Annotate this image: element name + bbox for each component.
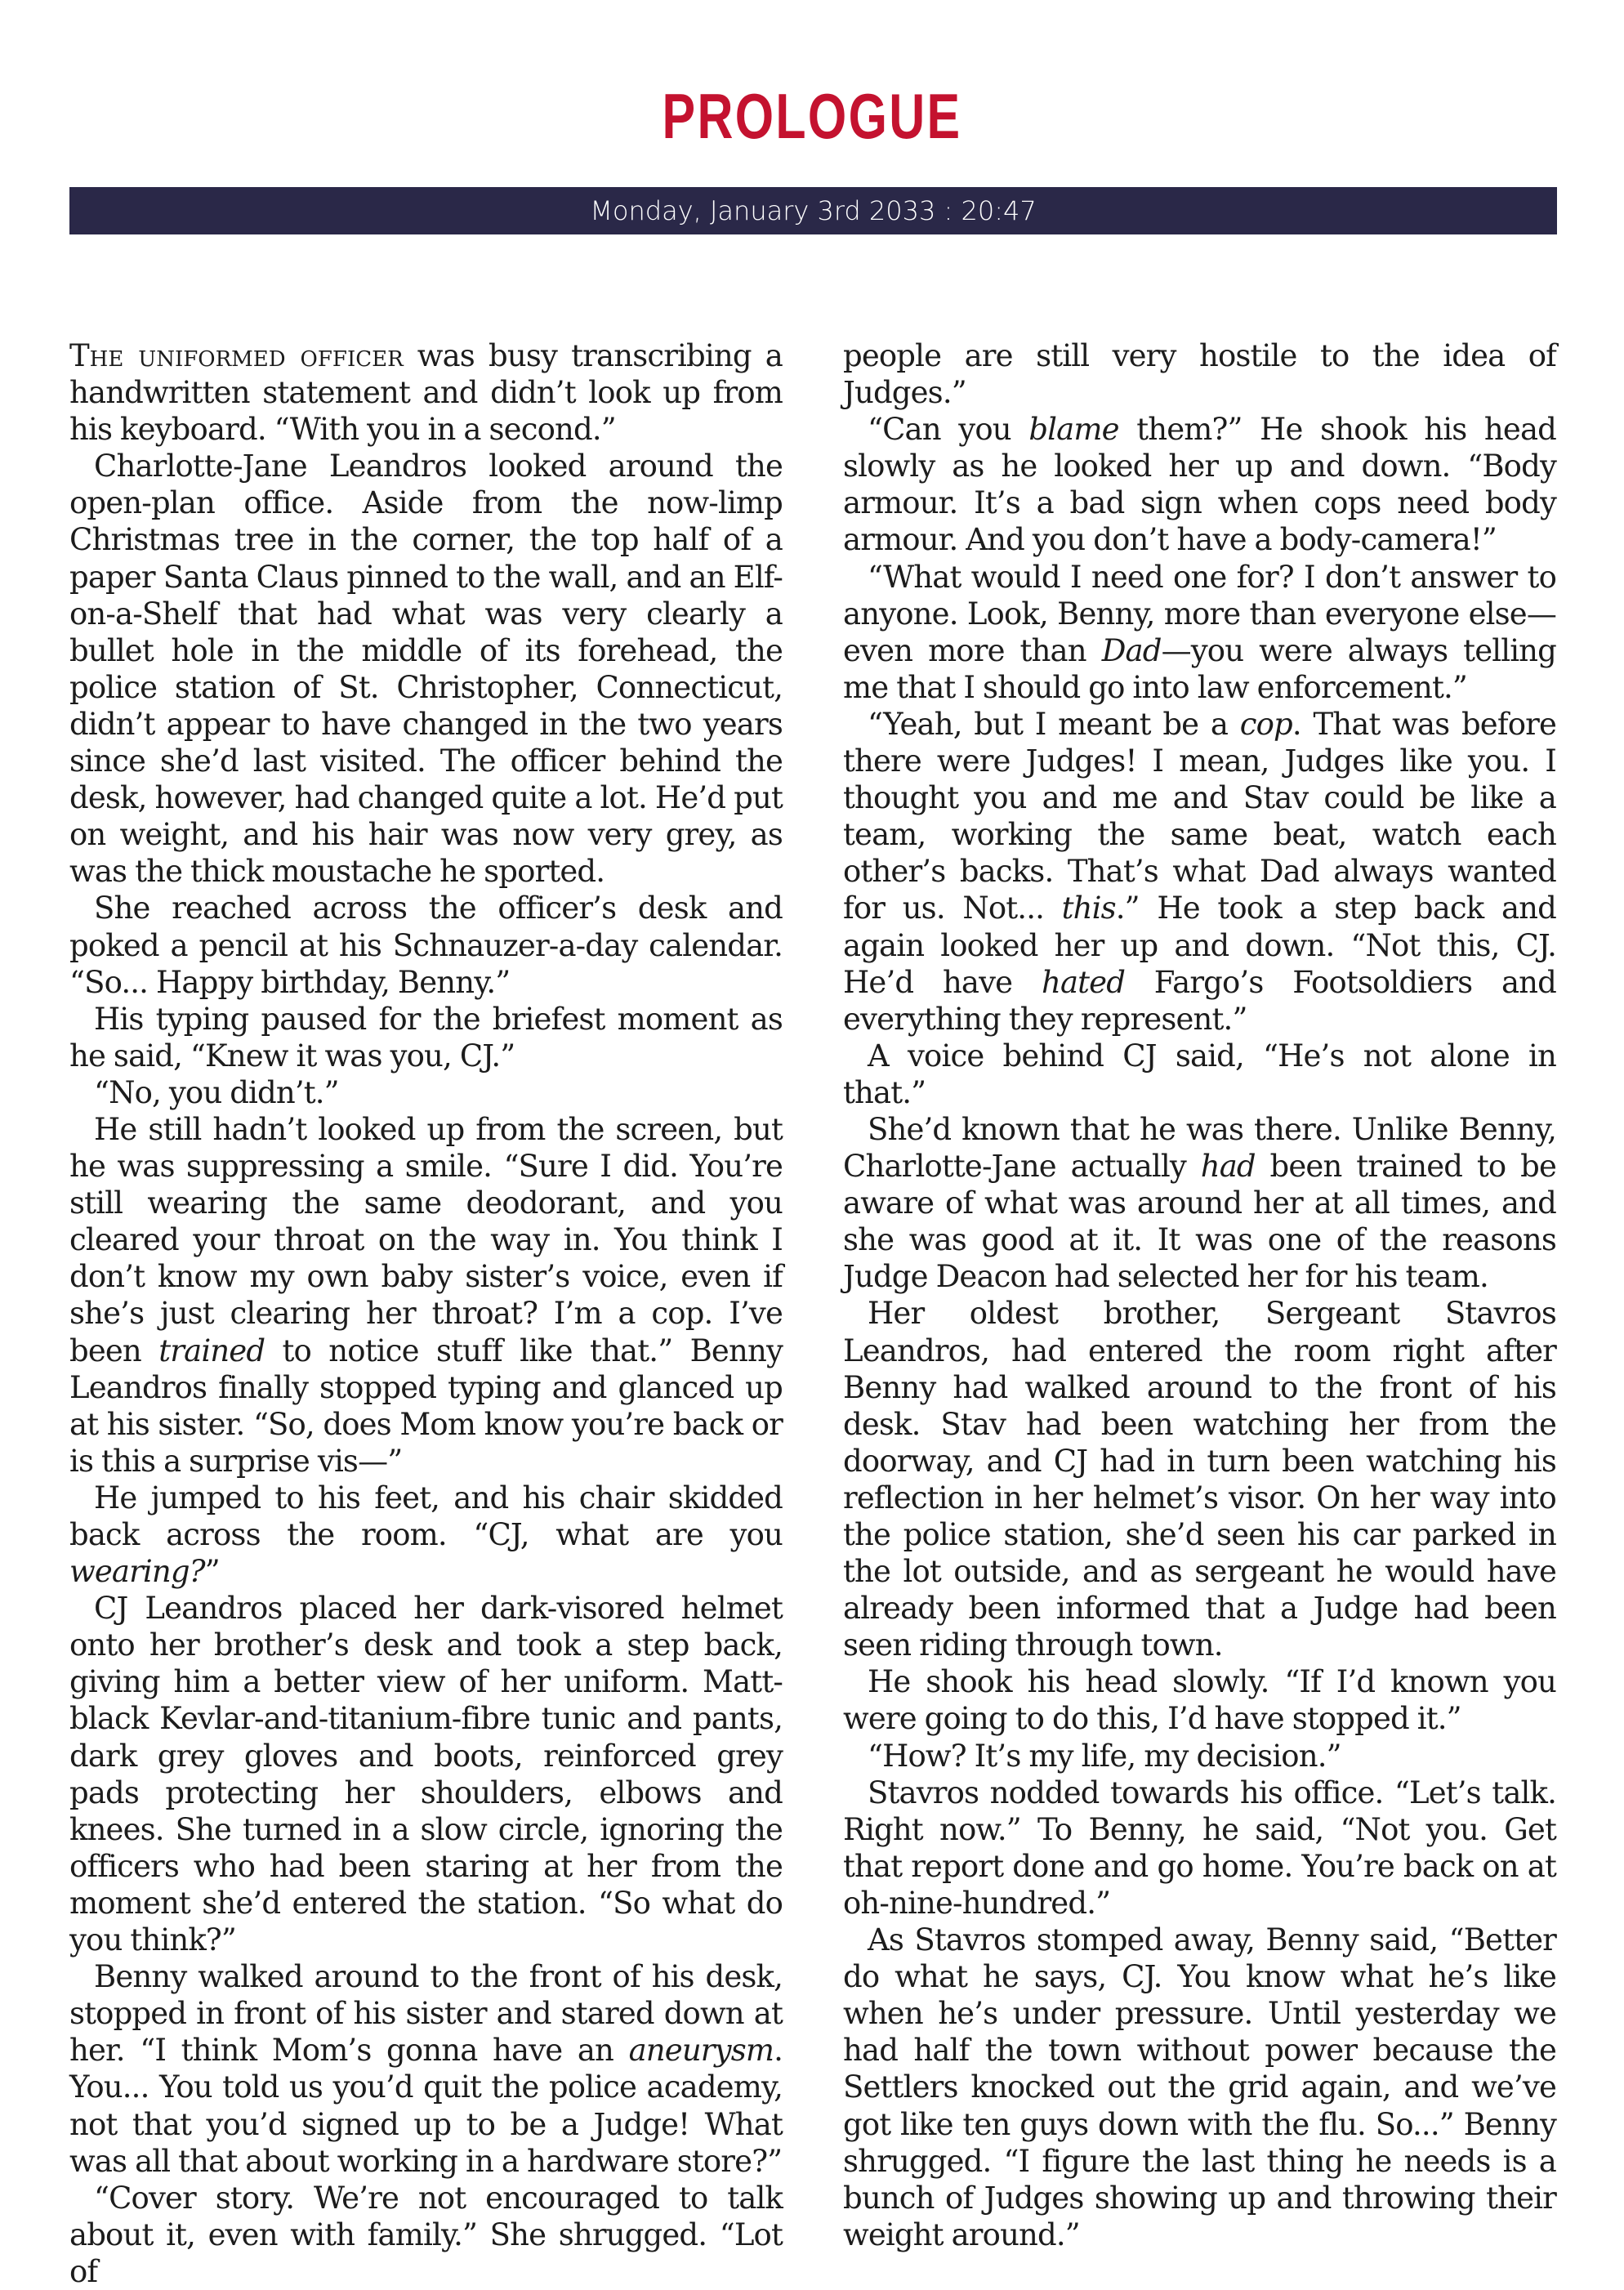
left-column [69,337,783,2290]
paragraph-13: “Yeah, but I meant be a cop. That was before there were Judges! I mean, Judges like you. I thought you and me and Stav could be like a team, working the same beat, watch each other’s backs. That’s what Dad always wanted for us. Not... this.” He took a step back and again looked her up and down. “Not this, CJ. He’d have hated Fargo’s Footsoldiers and everything they represent.” [843,706,1556,1037]
paragraph-7: He jumped to his feet, and his chair skidded back across the room. “CJ, what are you wearing?” [69,1480,783,1590]
paragraph-9: Benny walked around to the front of his desk, stopped in front of his sister and stared down at her. “I think Mom’s gonna have an aneurysm. You... You told us you’d quit the police academy, not that you’d signed up to be a Judge! What was all that about working in a hardware store?” [69,1959,783,2179]
paragraph-1: The uniformed officer was busy transcribing a handwritten statement and didn’t look up from his keyboard. “With you in a second.” [69,338,783,448]
paragraph-18: “How? It’s my life, my decision.” [868,1738,1341,1774]
paragraph-6: He still hadn’t looked up from the screen, but he was suppressing a smile. “Sure I did. You’re still wearing the same deodorant, and you cleared your throat on the way in. You think I don’t know my own baby sister’s voice, even if she’s just clearing her throat? I’m a cop. I’ve been trained to notice stuff like that.” Benny Leandros finally stopped typing and glanced up at his sister. “So, does Mom know you’re back or is this a surprise vis—” [69,1111,783,1479]
paragraph-5: “No, you didn’t.” [94,1074,339,1110]
paragraph-10: “Cover story. We’re not encouraged to talk about it, even with family.” She shrugged. “Lot of [69,2180,783,2289]
paragraph-20: As Stavros stomped away, Benny said, “Better do what he says, CJ. You know what he’s like when he’s under pressure. Until yesterday we had half the town without power because the Settlers knocked out the grid again, and we’ve got like ten guys down with the flu. So...” Benny shrugged. “I figure the last thing he needs is a bunch of Judges showing up and throwing their weight around.” [843,1922,1556,2252]
paragraph-4: His typing paused for the briefest moment as he said, “Knew it was you, CJ.” [69,1001,783,1074]
paragraph-3: She reached across the officer’s desk and poked a pencil at his Schnauzer-a-day calendar. “So... Happy birthday, Benny.” [69,891,783,1000]
paragraph-17: He shook his head slowly. “If I’d known you were going to do this, I’d have stopped it.” [843,1664,1556,1737]
paragraph-19: Stavros nodded towards his office. “Let’s talk. Right now.” To Benny, he said, “Not you. Get that report done and go home. You’re back on at oh-nine-hundred.” [843,1774,1556,1921]
paragraph-continued: people are still very hostile to the idea of Judges.” [843,338,1556,411]
paragraph-11: “Can you blame them?” He shook his head slowly as he looked her up and down. “Body armour. It’s a bad sign when cops need body armour. And you don’t have a body-camera!” [843,412,1557,558]
paragraph-2: Charlotte-Jane Leandros looked around the open-plan office. Aside from the now-limp Christmas tree in the corner, the top half of a paper Santa Claus pinned to the wall, and an Elf-on-a-Shelf that had what was very clearly a bullet hole in the middle of its forehead, the police station of St. Christopher, Connecticut, didn’t appear to have changed in the two years since she’d last visited. The officer behind the desk, however, had changed quite a lot. He’d put on weight, and his hair was now very grey, as was the thick moustache he sported. [69,449,783,890]
paragraph-8: CJ Leandros placed her dark-visored helmet onto her brother’s desk and took a step back, giving him a better view of her uniform. Matt-black Kevlar-and-titanium-fibre tunic and pants, dark grey gloves and boots, reinforced grey pads protecting her shoulders, elbows and knees. She turned in a slow circle, ignoring the officers who had been staring at her from the moment she’d entered the station. “So what do you think?” [69,1591,783,1958]
right-column [843,337,1556,2253]
paragraph-16: Her oldest brother, Sergeant Stavros Leandros, had entered the room right after Benny had walked around to the front of his desk. Stav had been watching her from the doorway, and CJ had in turn been watching his reflection in her helmet’s visor. On her way into the police station, she’d seen his car parked in the lot outside, and as sergeant he would have already been informed that a Judge had been seen riding through town. [843,1296,1556,1663]
chapter-title: PROLOGUE [662,80,962,152]
drop-lead: The uniformed officer [69,338,404,373]
dateline-banner: Monday, January 3rd 2033 : 20:47 [69,187,1557,234]
paragraph-15: She’d known that he was there. Unlike Benny, Charlotte-Jane actually had been trained to be aware of what was around her at all times, and she was good at it. It was one of the reasons Judge Deacon had selected her for his team. [843,1111,1556,1295]
paragraph-14: A voice behind CJ said, “He’s not alone in that.” [843,1038,1556,1110]
paragraph-12: “What would I need one for? I don’t answer to anyone. Look, Benny, more than everyone else—even more than Dad—you were always telling me that I should go into law enforcement.” [843,559,1556,705]
